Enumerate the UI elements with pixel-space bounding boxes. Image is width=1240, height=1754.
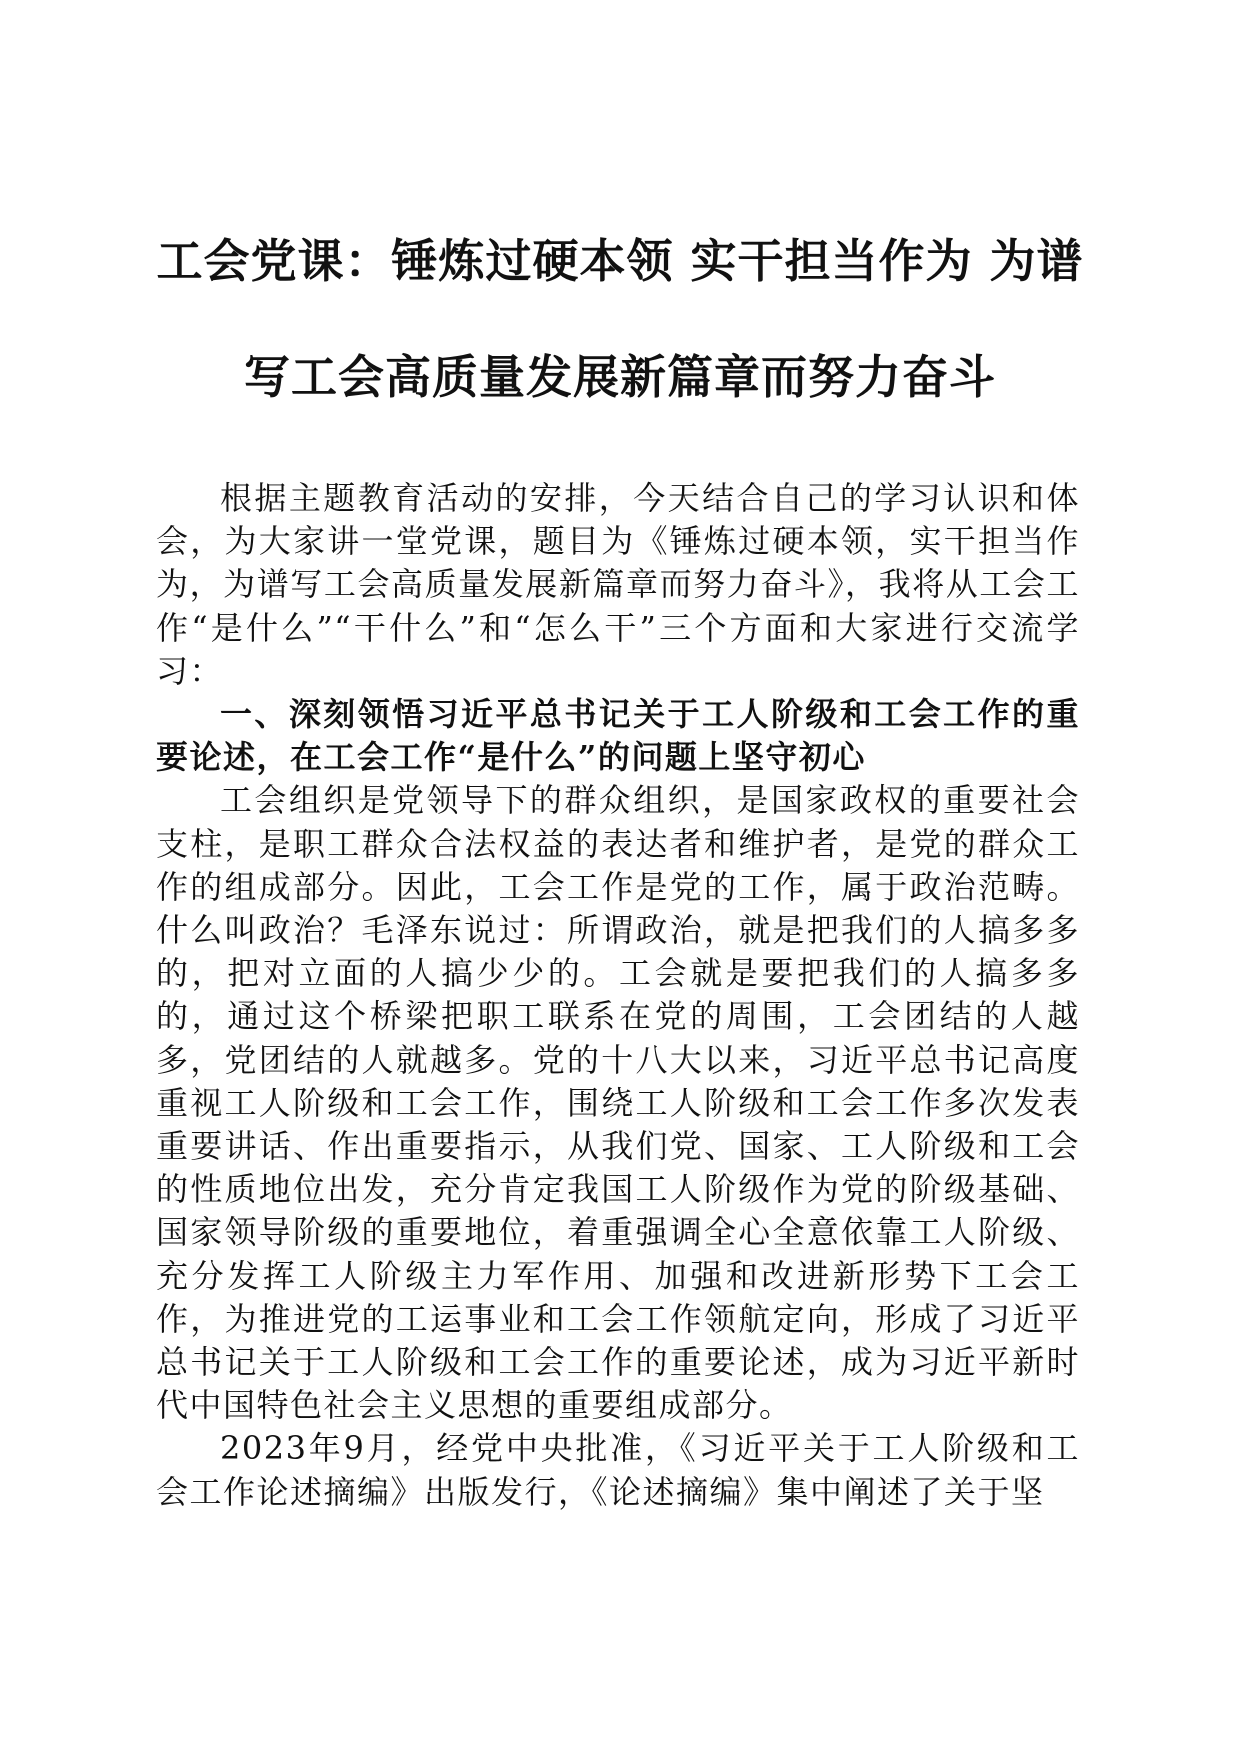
intro-paragraph: 根据主题教育活动的安排，今天结合自己的学习认识和体会，为大家讲一堂党课，题目为《锤炼过硬本领，实干担当作为，为谱写工会高质量发展新篇章而努力奋斗》，我将从工会工作“是什么”“干什么”和“怎么干”三个方面和大家进行交流学习：: [156, 479, 1080, 690]
document-title-line-2: 写工会高质量发展新篇章而努力奋斗: [244, 350, 996, 404]
document-title-line-1: 工会党课：锤炼过硬本领 实干担当作为 为谱: [156, 234, 1084, 288]
document-body: [156, 477, 1080, 1514]
body-paragraph-1: 工会组织是党领导下的群众组织，是国家政权的重要社会支柱，是职工群众合法权益的表达者和维护者，是党的群众工作的组成部分。因此，工会工作是党的工作，属于政治范畴。什么叫政治？毛泽东说过：所谓政治，就是把我们的人搞多多的，把对立面的人搞少少的。工会就是要把我们的人搞多多的，通过这个桥梁把职工联系在党的周围，工会团结的人越多，党团结的人就越多。党的十八大以来，习近平总书记高度重视工人阶级和工会工作，围绕工人阶级和工会工作多次发表重要讲话、作出重要指示，从我们党、国家、工人阶级和工会的性质地位出发，充分肯定我国工人阶级作为党的阶级基础、国家领导阶级的重要地位，着重强调全心全意依靠工人阶级、充分发挥工人阶级主力军作用、加强和改进新形势下工会工作，为推进党的工运事业和工会工作领航定向，形成了习近平总书记关于工人阶级和工会工作的重要论述，成为习近平新时代中国特色社会主义思想的重要组成部分。: [156, 781, 1080, 1425]
body-paragraph-2: 2023年9月，经党中央批准，《习近平关于工人阶级和工会工作论述摘编》出版发行，《论述摘编》集中阐述了关于坚: [156, 1429, 1080, 1511]
section-heading-1: 一、深刻领悟习近平总书记关于工人阶级和工会工作的重要论述，在工会工作“是什么”的问题上坚守初心: [156, 695, 1080, 777]
